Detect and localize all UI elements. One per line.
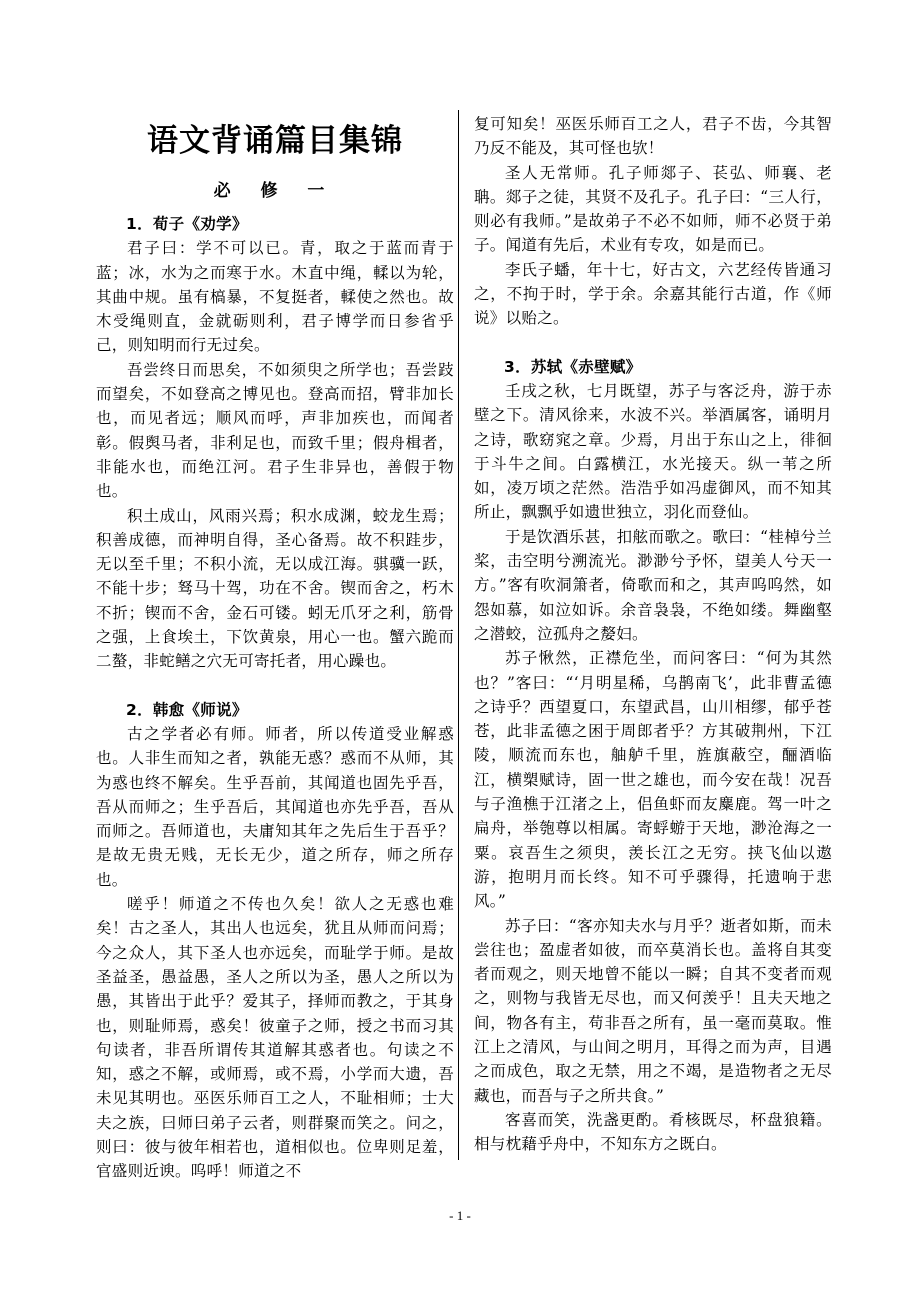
paragraph: 李氏子蟠，年十七，好古文，六艺经传皆通习之，不拘于时，学于余。余嘉其能行古道，作《师说》以贻之。 <box>474 260 832 328</box>
paragraph: 客喜而笑，洗盏更酌。肴核既尽，杯盘狼籍。相与枕藉乎舟中，不知东方之既白。 <box>474 1110 832 1154</box>
paragraph: 君子曰：学不可以已。青，取之于蓝而青于蓝；冰，水为之而寒于水。木直中绳，輮以为轮，其曲中规。虽有槁暴，不复挺者，輮使之然也。故木受绳则直，金就砺则利，君子博学而日参省乎己，则知明而行无过矣。 <box>96 239 454 355</box>
page-title: 语文背诵篇目集锦 <box>147 123 403 159</box>
left-column <box>96 112 454 1184</box>
section-spacer <box>96 674 454 698</box>
paragraph: 古之学者必有师。师者，所以传道受业解惑也。人非生而知之者，孰能无惑？惑而不从师，其为惑也终不解矣。生乎吾前，其闻道也固先乎吾，吾从而师之；生乎吾后，其闻道也亦先乎吾，吾从而师之。吾师道也，夫庸知其年之先后生于吾乎？是故无贵无贱，无长无少，道之所存，师之所存也。 <box>96 724 454 889</box>
paragraph: 嗟乎！师道之不传也久矣！欲人之无惑也难矣！古之圣人，其出人也远矣，犹且从师而问焉；今之众人，其下圣人也亦远矣，而耻学于师。是故圣益圣，愚益愚，圣人之所以为圣，愚人之所以为愚，其皆出于此乎？爱其子，择师而教之，于其身也，则耻师焉，惑矣！彼童子之师，授之书而习其句读者，非吾所谓传其道解其惑者也。句读之不知，惑之不解，或师焉，或不焉，小学而大遗，吾未见其明也。巫医乐师百工之人，不耻相师；士大夫之族，曰师曰弟子云者，则群聚而笑之。问之，则曰：彼与彼年相若也，道相似也。位卑则足羞，官盛则近谀。呜呼！师道之不 <box>96 895 454 1181</box>
paragraph: 积土成山，风雨兴焉；积水成渊，蛟龙生焉；积善成德，而神明自得，圣心备焉。故不积跬步，无以至千里；不积小流，无以成江海。骐骥一跃，不能十步；驽马十驾，功在不舍。锲而舍之，朽木不折；锲而不舍，金石可镂。蚓无爪牙之利，筋骨之强，上食埃土，下饮黄泉，用心一也。蟹六跪而二螯，非蛇鳝之穴无可寄托者，用心躁也。 <box>96 506 454 671</box>
paragraph: 苏子愀然，正襟危坐，而问客曰：“何为其然也？”客曰：“‘月明星稀，乌鹊南飞’，此非曹孟德之诗乎？西望夏口，东望武昌，山川相缪，郁乎苍苍，此非孟德之困于周郎者乎？方其破荆州，下江陵，顺流而东也，舳舻千里，旌旗蔽空，酾酒临江，横槊赋诗，固一世之雄也，而今安在哉！况吾与子渔樵于江渚之上，侣鱼虾而友麋鹿。驾一叶之扁舟，举匏尊以相属。寄蜉蝣于天地，渺沧海之一粟。哀吾生之须臾，羡长江之无穷。挟飞仙以遨游，抱明月而长终。知不可乎骤得，托遗响于悲风。” <box>474 649 832 911</box>
paragraph: 苏子曰：“客亦知夫水与月乎？逝者如斯，而未尝往也；盈虚者如彼，而卒莫消长也。盖将自其变者而观之，则天地曾不能以一瞬；自其不变者而观之，则物与我皆无尽也，而又何羡乎！且夫天地之间，物各有主，苟非吾之所有，虽一毫而莫取。惟江上之清风，与山间之明月，耳得之而为声，目遇之而成色，取之无禁，用之不竭，是造物者之无尽藏也，而吾与子之所共食。” <box>474 916 832 1105</box>
section-heading-quanxue: 1．荀子《劝学》 <box>126 215 248 233</box>
paragraph: 于是饮酒乐甚，扣舷而歌之。歌曰：“桂棹兮兰桨，击空明兮溯流光。渺渺兮予怀，望美人兮天一方。”客有吹洞箫者，倚歌而和之，其声呜呜然，如怨如慕，如泣如诉。余音袅袅，不绝如缕。舞幽壑之潜蛟，泣孤舟之嫠妇。 <box>474 527 832 643</box>
paragraph: 壬戌之秋，七月既望，苏子与客泛舟，游于赤壁之下。清风徐来，水波不兴。举酒属客，诵明月之诗，歌窈窕之章。少焉，月出于东山之上，徘徊于斗牛之间。白露横江，水光接天。纵一苇之所如，凌万顷之茫然。浩浩乎如冯虚御风，而不知其所止，飘飘乎如遗世独立，羽化而登仙。 <box>474 381 832 522</box>
volume-heading: 必 修 一 <box>213 181 337 201</box>
section-heading-chibifu: 3．苏轼《赤壁赋》 <box>504 357 642 376</box>
paragraph-continued: 复可知矣！巫医乐师百工之人，君子不齿，今其智乃反不能及，其可怪也欤！ <box>474 115 832 158</box>
column-divider <box>458 110 459 1160</box>
paragraph: 吾尝终日而思矣，不如须臾之所学也；吾尝跂而望矣，不如登高之博见也。登高而招，臂非加长也，而见者远；顺风而呼，声非加疾也，而闻者彰。假舆马者，非利足也，而致千里；假舟楫者，非能水也，而绝江河。君子生非异也，善假于物也。 <box>96 360 454 501</box>
paragraph: 圣人无常师。孔子师郯子、苌弘、师襄、老聃。郯子之徒，其贤不及孔子。孔子曰：“三人行，则必有我师。”是故弟子不必不如师，师不必贤于弟子。闻道有先后，术业有专攻，如是而已。 <box>474 163 832 255</box>
right-column <box>474 112 832 1156</box>
section-spacer <box>474 331 832 355</box>
page-number: - 1 - <box>449 1208 471 1223</box>
section-heading-shishuo: 2．韩愈《师说》 <box>126 700 248 719</box>
